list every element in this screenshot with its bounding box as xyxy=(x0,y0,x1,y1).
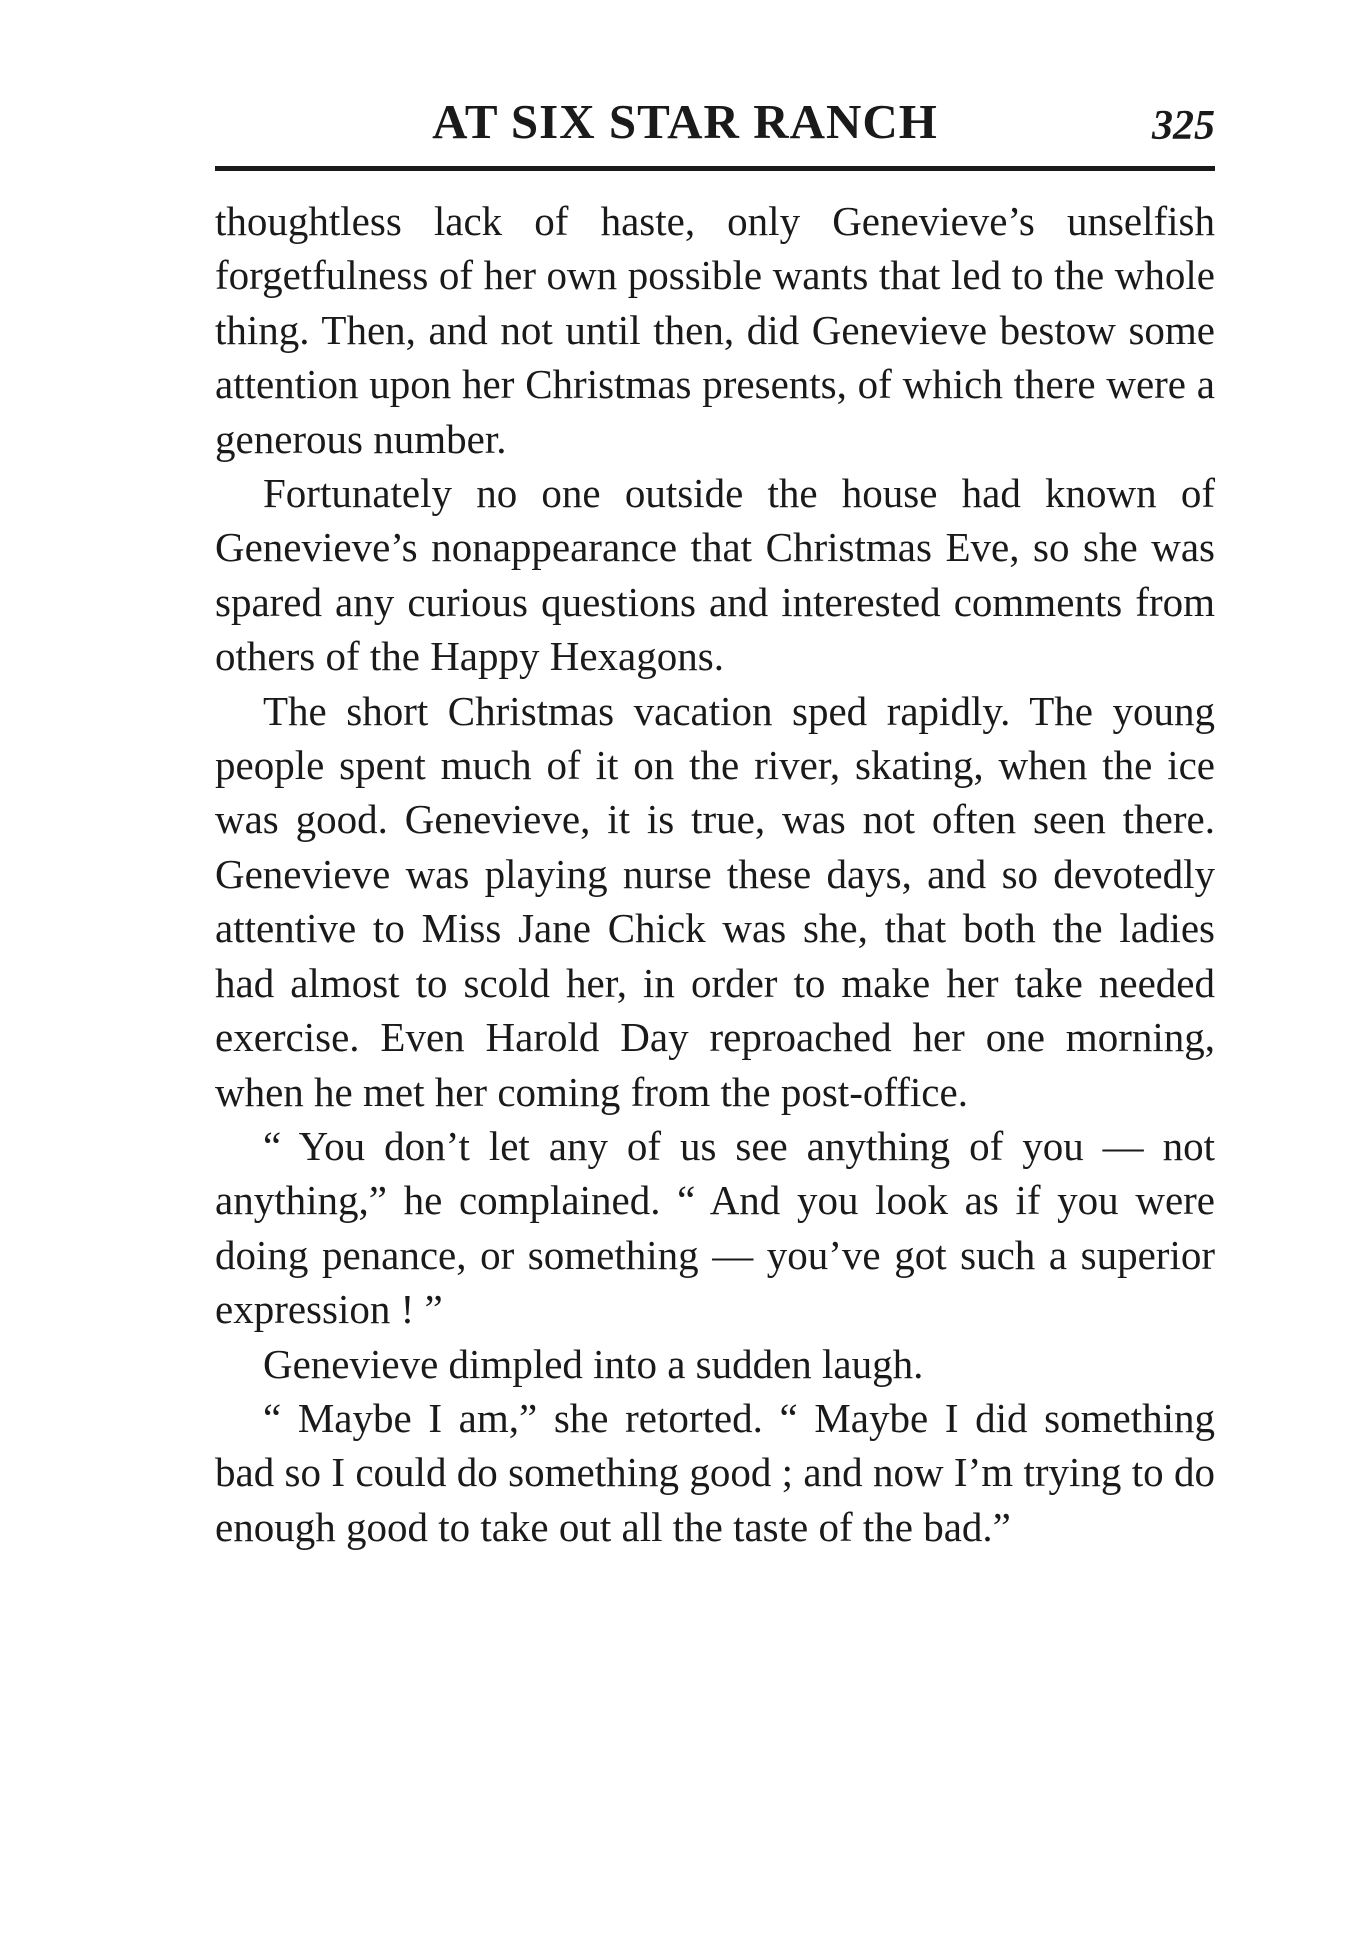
paragraph-2: Fortunately no one outside the house had known of Genevieve’s nonappearance that Christmas Eve, so she was spared any curious questions and interested comments from others of the Happy Hexagons. xyxy=(215,470,1215,680)
paragraph-4: “ You don’t let any of us see anything of you — not anything,” he complained. “ And you look as if you were doing penance, or something — you’ve got such a superior expression ! ” xyxy=(215,1122,1215,1333)
paragraph-1: thoughtless lack of haste, only Genevieve’s unselfish forgetfulness of her own possible wants that led to the whole thing. Then, and not until then, did Genevieve bestow some attention upon her Christmas presents, of which there were a generous number. xyxy=(215,198,1215,462)
paragraph-6: “ Maybe I am,” she retorted. “ Maybe I did something bad so I could do something good ; and now I’m trying to do enough good to take out all the taste of the bad.” xyxy=(215,1394,1215,1550)
paragraph-5: Genevieve dimpled into a sudden laugh. xyxy=(263,1340,924,1387)
page-number: 325 xyxy=(1152,103,1215,149)
header-rule xyxy=(215,166,1215,171)
paragraph-3: The short Christmas vacation sped rapidly. The young people spent much of it on the river, skating, when the ice was good. Genevieve, it is true, was not often seen there. Genevieve was playing nurse these days, and so devotedly attentive to Miss Jane Chick was she, that both the ladies had almost to scold her, in order to make her take needed exercise. Even Harold Day reproached her one morning, when he met her coming from the post-office. xyxy=(215,687,1215,1115)
body-text xyxy=(215,194,1215,1554)
running-title: AT SIX STAR RANCH xyxy=(432,94,938,149)
page-header xyxy=(215,92,1215,152)
